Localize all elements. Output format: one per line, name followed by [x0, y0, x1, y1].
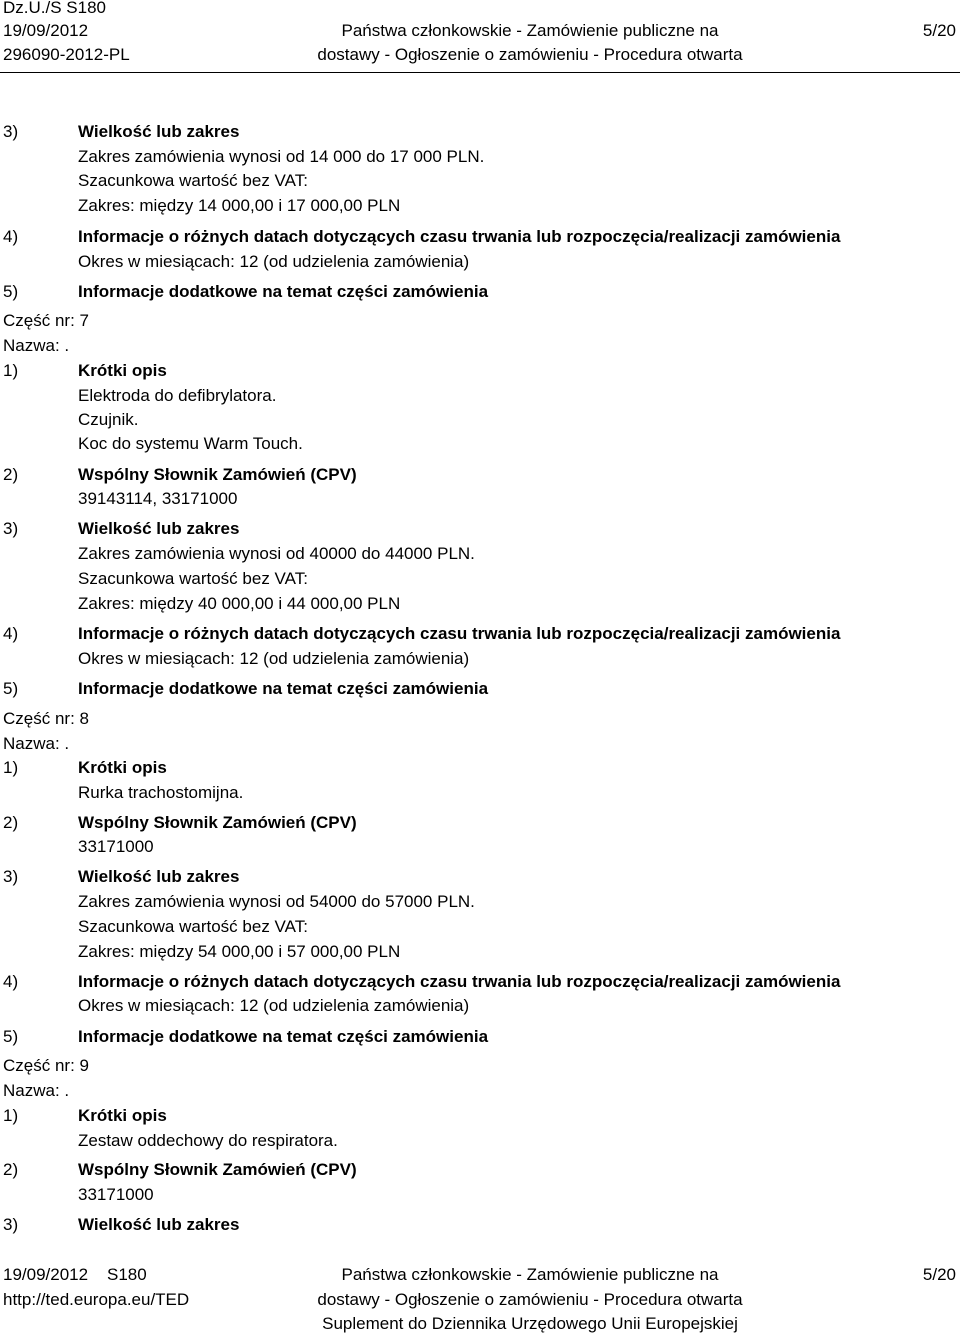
section-number: 4)	[3, 972, 19, 991]
section-text: Koc do systemu Warm Touch.	[78, 434, 303, 453]
footer-supplement: Suplement do Dziennika Urzędowego Unii Europejskiej	[322, 1314, 738, 1333]
section-number: 2)	[3, 1160, 19, 1179]
section-title: Wielkość lub zakres	[78, 122, 240, 141]
section-number: 2)	[3, 813, 19, 832]
section-number: 1)	[3, 361, 19, 380]
section-number: 1)	[3, 1106, 19, 1125]
section-number: 4)	[3, 624, 19, 643]
section-title: Wielkość lub zakres	[78, 867, 240, 886]
section-text: Okres w miesiącach: 12 (od udzielenia zamówienia)	[78, 996, 470, 1015]
section-title: Informacje dodatkowe na temat części zamówienia	[78, 1027, 489, 1046]
footer-title-line1: Państwa członkowskie - Zamówienie publiczne na	[341, 1265, 719, 1284]
part-name: Nazwa: .	[3, 1081, 70, 1100]
section-text: Szacunkowa wartość bez VAT:	[78, 917, 308, 936]
section-title: Krótki opis	[78, 1106, 167, 1125]
section-text: Zakres zamówienia wynosi od 40000 do 44000 PLN.	[78, 544, 475, 563]
section-title: Wielkość lub zakres	[78, 519, 240, 538]
section-title: Informacje o różnych datach dotyczących czasu trwania lub rozpoczęcia/realizacji zamówienia	[78, 227, 841, 246]
section-text: Zestaw oddechowy do respiratora.	[78, 1131, 338, 1150]
section-number: 4)	[3, 227, 19, 246]
section-number: 3)	[3, 519, 19, 538]
section-title: Wspólny Słownik Zamówień (CPV)	[78, 813, 357, 832]
footer-page-number: 5/20	[922, 1265, 956, 1284]
journal-ref: Dz.U./S S180	[3, 0, 106, 17]
cpv-codes: 39143114, 33171000	[78, 489, 238, 508]
section-title: Wielkość lub zakres	[78, 1215, 240, 1234]
header-title-line2: dostawy - Ogłoszenie o zamówieniu - Procedura otwarta	[317, 45, 743, 64]
header-title-line1: Państwa członkowskie - Zamówienie publiczne na	[341, 21, 719, 40]
footer-title-line2: dostawy - Ogłoszenie o zamówieniu - Procedura otwarta	[317, 1290, 743, 1309]
section-text: Zakres: między 54 000,00 i 57 000,00 PLN	[78, 942, 401, 961]
section-text: Zakres zamówienia wynosi od 54000 do 57000 PLN.	[78, 892, 475, 911]
cpv-codes: 33171000	[78, 837, 154, 856]
section-text: Szacunkowa wartość bez VAT:	[78, 569, 308, 588]
section-number: 3)	[3, 122, 19, 141]
section-text: Elektroda do defibrylatora.	[78, 386, 277, 405]
section-text: Rurka trachostomijna.	[78, 783, 244, 802]
section-text: Szacunkowa wartość bez VAT:	[78, 171, 308, 190]
section-title: Informacje dodatkowe na temat części zamówienia	[78, 679, 489, 698]
notice-id: 296090-2012-PL	[3, 45, 130, 64]
cpv-codes: 33171000	[78, 1185, 154, 1204]
page-header	[0, 0, 960, 68]
section-number: 3)	[3, 1215, 19, 1234]
part-number: Część nr: 9	[3, 1056, 89, 1075]
part-number: Część nr: 7	[3, 311, 89, 330]
section-number: 3)	[3, 867, 19, 886]
section-number: 5)	[3, 1027, 19, 1046]
section-text: Zakres zamówienia wynosi od 14 000 do 17 000 PLN.	[78, 147, 485, 166]
section-title: Informacje dodatkowe na temat części zamówienia	[78, 282, 489, 301]
section-title: Krótki opis	[78, 361, 167, 380]
part-name: Nazwa: .	[3, 734, 70, 753]
section-number: 2)	[3, 465, 19, 484]
footer-url: http://ted.europa.eu/TED	[3, 1290, 190, 1309]
section-title: Wspólny Słownik Zamówień (CPV)	[78, 1160, 357, 1179]
section-text: Okres w miesiącach: 12 (od udzielenia zamówienia)	[78, 252, 470, 271]
section-title: Informacje o różnych datach dotyczących czasu trwania lub rozpoczęcia/realizacji zamówienia	[78, 972, 841, 991]
header-page-number: 5/20	[922, 21, 956, 40]
section-text: Zakres: między 40 000,00 i 44 000,00 PLN	[78, 594, 401, 613]
section-title: Wspólny Słownik Zamówień (CPV)	[78, 465, 357, 484]
header-divider	[0, 72, 960, 73]
section-number: 1)	[3, 758, 19, 777]
section-text: Zakres: między 14 000,00 i 17 000,00 PLN	[78, 196, 401, 215]
section-text: Okres w miesiącach: 12 (od udzielenia zamówienia)	[78, 649, 470, 668]
section-text: Czujnik.	[78, 410, 139, 429]
part-number: Część nr: 8	[3, 709, 89, 728]
section-title: Krótki opis	[78, 758, 167, 777]
section-title: Informacje o różnych datach dotyczących czasu trwania lub rozpoczęcia/realizacji zamówienia	[78, 624, 841, 643]
section-number: 5)	[3, 679, 19, 698]
section-number: 5)	[3, 282, 19, 301]
page-footer	[0, 1263, 960, 1334]
part-name: Nazwa: .	[3, 336, 70, 355]
footer-date-journal: 19/09/2012 S180	[3, 1265, 147, 1284]
header-date: 19/09/2012	[3, 21, 89, 40]
